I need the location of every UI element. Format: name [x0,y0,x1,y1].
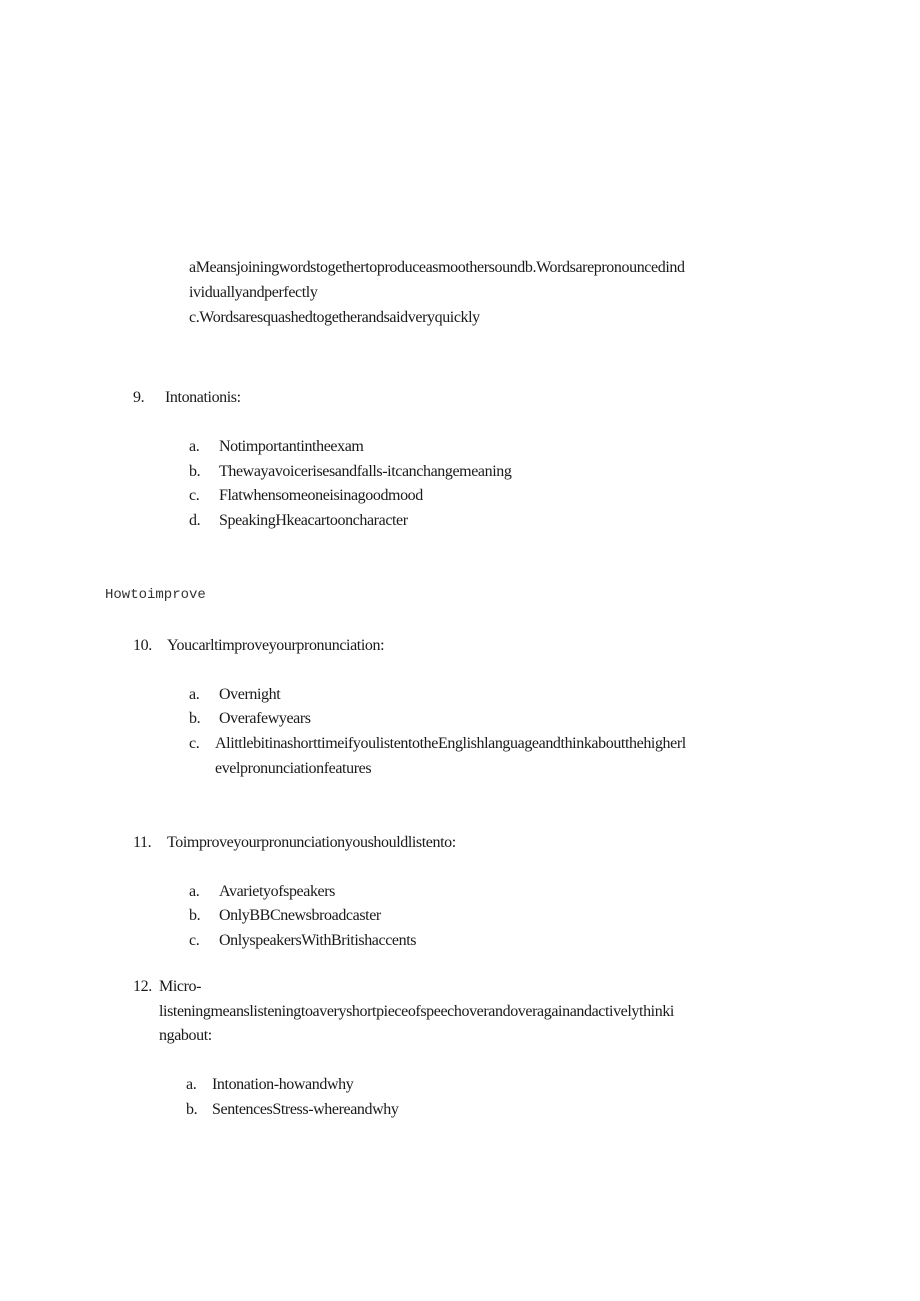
option-letter: b. [189,710,201,727]
option-letter: a. [186,1076,197,1093]
question-number: 12. [133,978,152,995]
option-text: Thewayavoicerisesandfalls-itcanchangemeaning [219,463,512,480]
option-a [189,683,280,707]
q8-text-line-2: ividuallyandperfectly [189,284,318,301]
section-heading: Howtoimprove [105,587,206,603]
option-letter: a. [189,686,200,703]
question-text: Intonationis: [165,389,241,406]
option-text: OnlyspeakersWithBritishaccents [219,932,417,949]
option-text: Notimportantintheexam [219,438,364,455]
option-letter: a. [189,438,200,455]
question-text-line-2: listeningmeanslisteningtoaveryshortpieceofspeechoverandoveragainandactivelythinki [159,1003,674,1020]
question-12-stem [133,975,201,999]
question-number: 9. [133,389,145,406]
option-text: Overafewyears [219,710,311,727]
question-text: Toimproveyourpronunciationyoushouldlistento: [167,834,456,851]
option-b [186,1098,398,1122]
question-11-stem [133,831,456,855]
option-text: Alittlebitinashorttimeifyoulistentothe​Englishlanguageandthinkaboutthehigherl [215,735,686,752]
option-text: Avarietyofspeakers [219,883,336,900]
q8-text-line-1: aMeansjoiningwordstogethertoproduceasmoothersoundb.Wordsarepronouncedind [189,259,685,276]
option-letter: d. [189,512,201,529]
option-text: Intonation-howandwhy [212,1076,354,1093]
option-c [189,732,686,756]
option-a [186,1073,353,1097]
option-c-continuation: evelpronunciationfeatures [215,760,372,777]
option-d [189,509,408,533]
option-c [189,484,423,508]
option-b [189,460,511,484]
option-letter: b. [189,907,201,924]
question-number: 10. [133,637,152,654]
option-b [189,707,311,731]
option-letter: b. [189,463,201,480]
option-c [189,929,416,953]
option-a [189,880,335,904]
question-text-line-1: Micro- [159,978,202,995]
option-text: SentencesStress-whereandwhy [212,1101,399,1118]
option-letter: b. [186,1101,198,1118]
option-letter: c. [189,932,200,949]
option-b [189,904,381,928]
option-text: SpeakingHkeacartooncharacter [219,512,408,529]
option-text: OnlyBBCnewsbroadcaster [219,907,381,924]
question-number: 11. [133,834,152,851]
question-text: Youcarltimproveyourpronunciation: [167,637,385,654]
option-letter: a. [189,883,200,900]
question-9-stem [133,386,241,410]
option-text: Overnight [219,686,281,703]
q8-option-c: c.Wordsaresquashedtogetherandsaidveryquickly [189,309,480,326]
option-letter: c. [189,735,200,752]
question-10-stem [133,634,384,658]
question-text-line-3: ngabout: [159,1027,212,1044]
option-a [189,435,363,459]
option-letter: c. [189,487,200,504]
option-text: Flatwhensomeoneisinagoodmood [219,487,423,504]
